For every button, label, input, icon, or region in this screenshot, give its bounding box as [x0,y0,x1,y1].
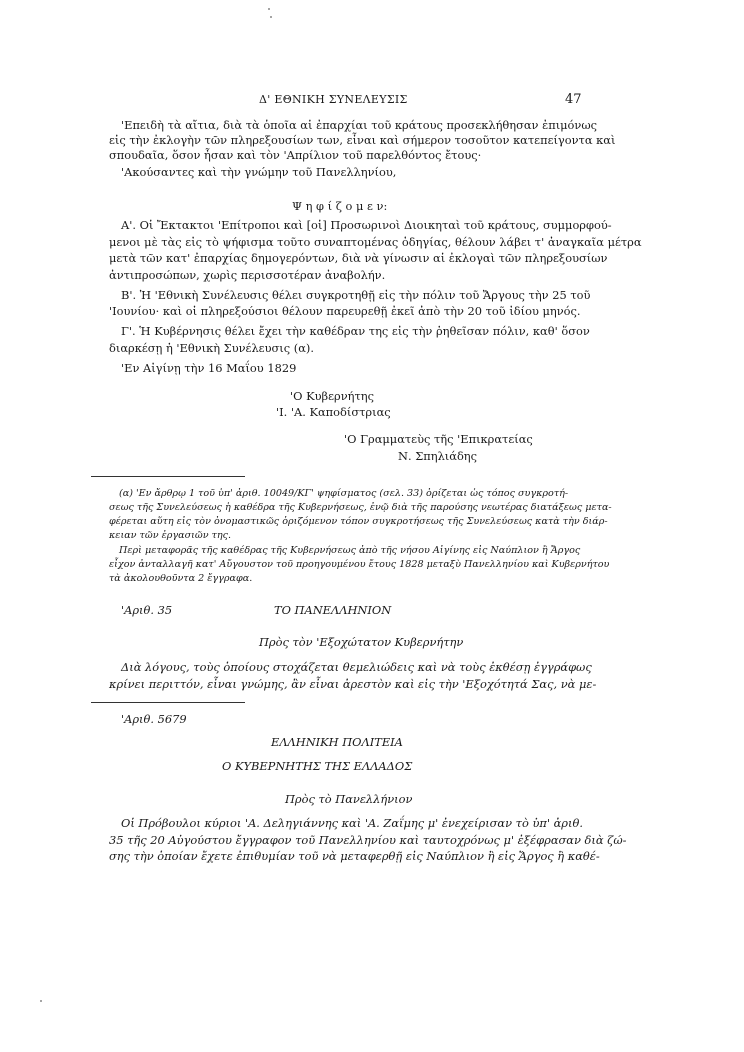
signer-name: 'Ι. 'Α. Καποδίστριας [276,405,391,419]
decree-intro-line: σπουδαῖα, ὅσον ἦσαν καὶ τὸν 'Απρίλιον τοῦ παρελθόντος ἔτους· [109,148,482,162]
article-line: Β'. Ἡ 'Εθνικὴ Συνέλευσις θέλει συγκροτηθῇ εἰς τὴν πόλιν τοῦ Ἄργους τὴν 25 τοῦ [121,288,591,302]
article-line: διαρκέσῃ ἡ 'Εθνικὴ Συνέλευσις (α). [109,341,314,355]
document-body-line: Οἱ Πρόβουλοι κύριοι 'Α. Δεληγιάννης καὶ 'Α. Ζαΐμης μ' ἐνεχείρισαν τὸ ὑπ' ἀριθ. [121,816,583,830]
footnote-line: εἶχον ἀνταλλαγῆ κατ' Αὔγουστον τοῦ προηγουμένου ἔτους 1828 μεταξὺ Πανελληνίου καὶ Κυβερνήτου [109,559,610,570]
footnote-line: φέρεται αὕτη εἰς τὸν ὀνομαστικῶς ὁριζόμενον τόπον συγκροτήσεως τῆς Συνελεύσεως κατὰ τὴν διάρ- [109,516,608,527]
decree-intro-line: εἰς τὴν ἐκλογὴν τῶν πληρεξουσίων των, εἶναι καὶ σήμερον τοσοῦτον κατεπείγοντα καὶ [109,133,616,147]
decree-intro-line: 'Επειδὴ τὰ αἴτια, διὰ τὰ ὁποῖα αἱ ἐπαρχίαι τοῦ κράτους προσεκλήθησαν ἐπιμόνως [121,118,598,132]
article-line: Α'. Οἱ Ἔκτακτοι 'Επίτροποι καὶ [οἱ] Προσωρινοὶ Διοικηταὶ τοῦ κράτους, συμμορφού- [121,218,612,232]
document-body-line: σης τὴν ὁποίαν ἔχετε ἐπιθυμίαν τοῦ νὰ μεταφερθῇ εἰς Ναύπλιον ἢ εἰς Ἄργος ἢ καθέ- [109,849,600,863]
signer-title: 'Ο Κυβερνήτης [290,389,374,403]
decree-intro-line: 'Ακούσαντες καὶ τὴν γνώμην τοῦ Πανελληνίου, [121,165,397,179]
signer-name: Ν. Σπηλιάδης [398,449,478,463]
resolve-heading: Ψ η φ ί ζ ο μ ε ν: [292,199,388,213]
document-heading: ΕΛΛΗΝΙΚΗ ΠΟΛΙΤΕΙΑ [271,735,403,749]
section-rule [91,702,245,703]
document-heading: Ο ΚΥΒΕΡΝΗΤΗΣ ΤΗΣ ΕΛΛΑΔΟΣ [222,759,413,773]
footnote-line: Περὶ μεταφορᾶς τῆς καθέδρας τῆς Κυβερνήσεως ἀπὸ τῆς νήσου Αἰγίνης εἰς Ναύπλιον ἢ Ἄργος [119,545,581,556]
article-line: ἀντιπροσώπων, χωρὶς περισσοτέραν ἀναβολήν. [109,268,386,282]
scan-speck [40,1000,42,1002]
running-header: Δ' ΕΘΝΙΚΗ ΣΥΝΕΛΕΥΣΙΣ [259,93,408,106]
document-addressee: Πρὸς τὸν 'Εξοχώτατον Κυβερνήτην [259,635,464,649]
page-number: 47 [565,92,582,107]
scan-speck [270,16,272,18]
article-line: μενοι μὲ τὰς εἰς τὸ ψήφισμα τοῦτο συναπτομένας ὁδηγίας, θέλουν λάβει τ' ἀναγκαῖα μέτρα [109,235,642,249]
place-date: 'Εν Αἰγίνῃ τὴν 16 Μαΐου 1829 [121,361,297,375]
article-line: 'Ιουνίου· καὶ οἱ πληρεξούσιοι θέλουν παρευρεθῇ ἐκεῖ ἀπὸ τὴν 20 τοῦ ἰδίου μηνός. [109,304,581,318]
signer-title: 'Ο Γραμματεὺς τῆς 'Επικρατείας [344,432,533,446]
document-body-line: Διὰ λόγους, τοὺς ὁποίους στοχάζεται θεμελιώδεις καὶ νὰ τοὺς ἐκθέσῃ ἐγγράφως [121,660,592,674]
footnote-line: κειαν τῶν ἐργασιῶν της. [109,530,232,541]
document-body-line: 35 τῆς 20 Αὐγούστου ἔγγραφον τοῦ Πανελληνίου καὶ ταυτοχρόνως μ' ἐξέφρασαν διὰ ζώ- [109,833,627,847]
footnote-line: τὰ ἀκολουθοῦντα 2 ἔγγραφα. [109,573,253,584]
article-line: Γ'. Ἡ Κυβέρνησις θέλει ἔχει τὴν καθέδραν της εἰς τὴν ῥηθεῖσαν πόλιν, καθ' ὅσον [121,324,590,338]
scan-speck [268,8,270,10]
footnote-line: (α) 'Εν ἄρθρῳ 1 τοῦ ὑπ' ἀριθ. 10049/ΚΓ' ψηφίσματος (σελ. 33) ὁρίζεται ὡς τόπος συγκροτή- [119,488,569,499]
document-addressee: Πρὸς τὸ Πανελλήνιον [285,792,413,806]
footnote-line: σεως τῆς Συνελεύσεως ἡ καθέδρα τῆς Κυβερνήσεως, ἐνῷ διὰ τῆς παρούσης νεωτέρας διατάξεως μετα- [109,502,612,513]
article-line: μετὰ τῶν κατ' ἐπαρχίας δημογερόντων, διὰ νὰ γίνωσιν αἱ ἐκλογαὶ τῶν πληρεξουσίων [109,251,608,265]
footnote-rule [91,476,245,477]
document-body-line: κρίνει περιττόν, εἶναι γνώμης, ἂν εἶναι ἀρεστὸν καὶ εἰς τὴν 'Εξοχότητά Σας, νὰ με- [109,677,597,691]
document-number: 'Αριθ. 5679 [121,712,187,726]
document-number: 'Αριθ. 35 [121,603,173,617]
document-sender: ΤΟ ΠΑΝΕΛΛΗΝΙΟΝ [274,603,392,617]
